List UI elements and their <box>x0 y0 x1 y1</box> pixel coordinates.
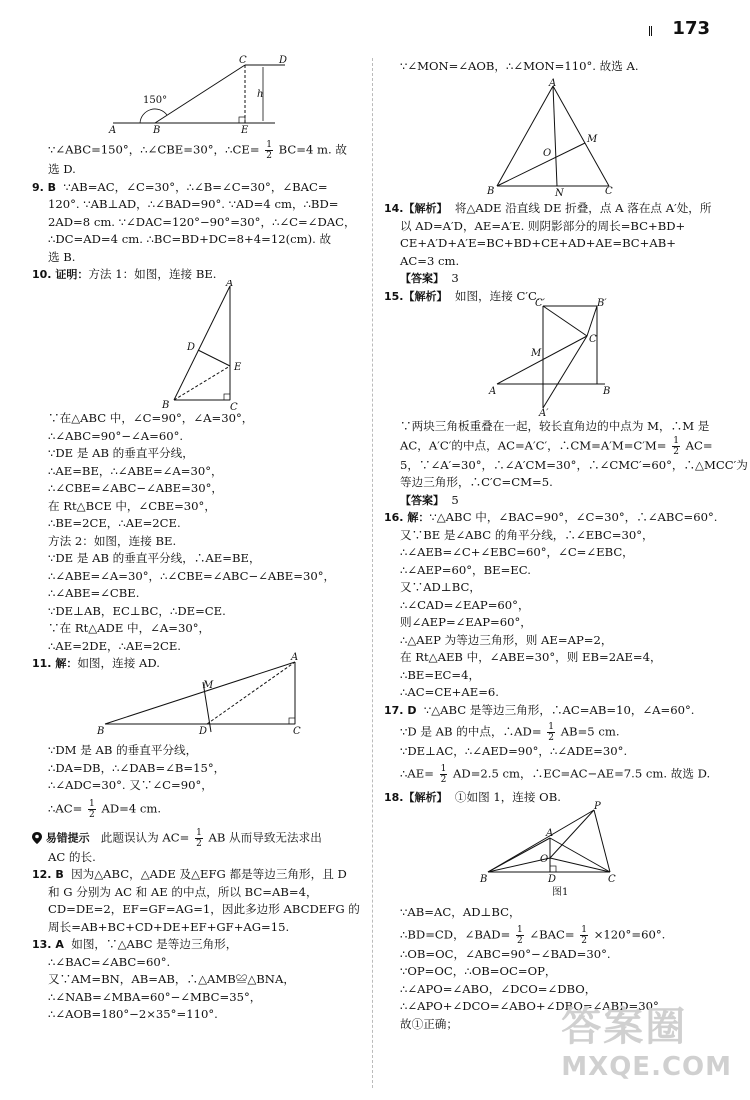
text-line: 故①正确； <box>400 1016 458 1031</box>
fig10-label-C: C <box>230 402 238 410</box>
fig15-label-B: B <box>603 386 611 397</box>
text-line: ∴∠ABE=∠A=30°，∴∠CBE=∠ABC−∠ABE=30°， <box>48 568 336 583</box>
fig15-label-C: C <box>589 334 597 345</box>
text-line: ∴∠BAC=∠ABC=60°. <box>48 954 171 969</box>
figure-problem-11 <box>95 652 310 737</box>
fig13-label-N: N <box>555 188 564 198</box>
text-line: BC=4 m. 故 <box>278 142 347 157</box>
fig1-label-E: E <box>241 125 249 135</box>
text-line: 方法 1：如图，连接 BE. <box>88 267 217 281</box>
problem-number: 14.【解析】 <box>384 202 448 215</box>
fig11-label-A: A <box>291 652 299 663</box>
watermark <box>561 995 732 1082</box>
text-line: ∠BAC= <box>529 927 575 941</box>
fig13-label-O: O <box>543 148 552 159</box>
problem-number: 15.【解析】 <box>384 289 448 303</box>
fig15-label-A: A <box>489 386 497 397</box>
text-line: ∴△AEP 为等边三角形，则 AE=AP=2， <box>400 632 613 647</box>
text-line: ∵AB=AC，∠C=30°，∴∠B=∠C=30°，∠BAC= <box>63 179 328 194</box>
text-line: ∵DE 是 AB 的垂直平分线， <box>48 446 194 460</box>
text-line: 则∠AEP=∠EAP=60°， <box>400 615 532 629</box>
figure-problem-15 <box>485 298 620 416</box>
text-line: AC 的长. <box>48 849 96 864</box>
text-line: ∵在△ABC 中，∠C=90°，∠A=30°， <box>48 411 254 425</box>
text-line: ∵DM 是 AB 的垂直平分线， <box>48 743 198 757</box>
fig13-label-M: M <box>587 134 598 145</box>
problem-number: 18.【解析】 <box>384 790 448 804</box>
text-line: AD=4 cm. <box>101 801 162 815</box>
text-line: 以 AD=A′D，AE=A′E. 则阴影部分的周长=BC+BD+ <box>400 218 686 233</box>
text-line: ∴OB=OC，∠ABC=90°−∠BAD=30°. <box>400 946 611 961</box>
fig1-label-A: A <box>109 125 117 135</box>
column-divider <box>372 58 374 1088</box>
text-line: ∴∠ADC=30°. 又∵∠C=90°， <box>48 778 213 792</box>
fraction: $\frac{1}{2}$ <box>581 924 588 946</box>
text-line: CE+A′D+A′E=BC+BD+CE+AD+AE=BC+AB+ <box>400 236 677 250</box>
text-line: ∴∠APO+∠DCO=∠ABO+∠DBO=∠ABD=30°. <box>400 999 663 1013</box>
text-line: 又∵BE 是∠ABC 的角平分线，∴∠EBC=30°， <box>400 527 654 542</box>
answer-value: 3 <box>451 271 459 285</box>
text-line: 周长=AB+BC+CD+DE+EF+GF+AG=15. <box>48 919 290 934</box>
fraction: $\frac{1}{2}$ <box>548 722 554 743</box>
fig11-label-M: M <box>203 680 214 691</box>
text-line: ∵DE⊥AB，EC⊥BC，∴DE=CE. <box>48 603 226 618</box>
text-line: 方法 2：如图，连接 BE. <box>48 533 177 548</box>
problem-number: 10. 证明： <box>32 268 89 281</box>
answer-label: 【答案】 <box>400 272 444 285</box>
page-marker-icon <box>649 26 658 36</box>
problem-number: 12. B <box>32 868 64 881</box>
text-line: ∴BE=2CE，∴AE=2CE. <box>48 516 181 530</box>
text-line: AC=3 cm. <box>400 253 460 268</box>
text-line: ∴AC=CE+AE=6. <box>400 685 499 699</box>
text-line: CD=DE=2，EF=GF=AG=1，因此多边形 ABCDEFG 的 <box>48 902 360 916</box>
text-line: ∴BE=EC=4， <box>400 667 481 682</box>
fig15-label-Ap: A′ <box>539 408 549 416</box>
text-line: 等边三角形，∴C′C=CM=5. <box>400 475 553 489</box>
figure-problem-18 <box>478 800 628 900</box>
text-line: 在 Rt△BCE 中，∠CBE=30°， <box>48 498 216 513</box>
problem-number: 11. 解： <box>32 657 78 670</box>
text-line: 因为△ABC，△ADE 及△EFG 都是等边三角形，且 D <box>71 867 347 881</box>
fig1-label-h: h <box>257 89 264 100</box>
text-line: 又∵AM=BN，AB=AB，∴△AMB≌△BNA， <box>48 972 295 986</box>
fraction: $\frac{1}{2}$ <box>89 798 95 820</box>
watermark-line-1: 答案圈 <box>561 1004 688 1050</box>
figure-problem-10 <box>160 280 260 410</box>
text-line: ∵DE 是 AB 的垂直平分线，∴AE=BE， <box>48 551 261 565</box>
text-line: ∵∠MON=∠AOB，∴∠MON=110°. 故选 A. <box>400 59 639 73</box>
text-line: 将△ADE 沿直线 DE 折叠，点 A 落在点 A′处，所 <box>454 201 712 215</box>
answer-label: 【答案】 <box>400 493 444 507</box>
text-line: ∴∠NAB=∠MBA=60°−∠MBC=35°， <box>48 989 262 1004</box>
right-column-mid <box>384 418 748 806</box>
text-line: ∵在 Rt△ADE 中，∠A=30°， <box>48 621 211 635</box>
fig10-label-A: A <box>226 280 234 289</box>
text-line: ∵D 是 AB 的中点，∴AD= <box>400 724 542 739</box>
text-line: ∴AE= <box>400 766 434 780</box>
text-line: ∴AE=BE，∴∠ABE=∠A=30°， <box>48 463 223 478</box>
text-line: ①如图 1，连接 OB. <box>454 789 561 804</box>
text-line: ∴DC=AD=4 cm. ∴BC=BD+DC=8+4=12(cm). 故 <box>48 232 332 246</box>
fig18-label-O: O <box>540 854 549 865</box>
fig1-label-B: B <box>153 125 161 135</box>
text-line: 又∵AD⊥BC， <box>400 580 481 594</box>
fig10-label-D: D <box>187 342 196 353</box>
text-line: 此题误认为 AC= <box>100 830 190 844</box>
text-line: 如图，连接 C′C. <box>454 288 541 303</box>
figure-slope <box>105 55 295 135</box>
problem-number: 16. 解： <box>384 511 430 524</box>
fig10-label-B: B <box>162 400 170 410</box>
text-line: AC，A′C′的中点，AC=A′C′，∴CM=A′M=C′M= <box>400 438 667 452</box>
fraction: $\frac{1}{2}$ <box>440 763 447 785</box>
fig11-label-D: D <box>199 726 208 737</box>
fig18-label-C: C <box>608 874 616 885</box>
fig1-label-C: C <box>239 55 247 66</box>
text-line: ∴∠ABE=∠CBE. <box>48 586 140 600</box>
text-line: ∴BD=CD，∠BAD= <box>400 927 511 941</box>
problem-number: 9. B <box>32 180 57 194</box>
fraction: $\frac{1}{2}$ <box>266 140 272 161</box>
fig15-label-M: M <box>531 348 542 359</box>
left-column-mid <box>32 410 368 673</box>
right-column-p14 <box>384 200 720 305</box>
fig18-caption: 图1 <box>552 887 569 898</box>
problem-number: 17. D <box>384 703 417 717</box>
fig1-label-angle: 150° <box>143 95 168 106</box>
text-line: 如图，∵△ABC 是等边三角形， <box>71 937 238 951</box>
text-line: 选 D. <box>48 162 76 176</box>
problem-number: 13. A <box>32 938 64 951</box>
fig18-label-A: A <box>546 828 554 839</box>
text-line: ∴∠AEP=60°，BE=EC. <box>400 562 531 577</box>
fig10-label-E: E <box>234 362 242 373</box>
text-line: AB 从而导致无法求出 <box>208 830 322 844</box>
text-line: 选 B. <box>48 249 76 264</box>
tip-label: 易错提示 <box>45 831 90 844</box>
text-line: 5，∵∠A′=30°，∴∠A′CM=30°，∴∠CMC′=60°，∴△MCC′为 <box>400 457 748 472</box>
page-number: 173 <box>672 18 710 39</box>
text-line: ∴DA=DB，∴∠DAB=∠B=15°， <box>48 760 226 775</box>
fig1-label-D: D <box>279 55 288 66</box>
text-line: ∴∠CAD=∠EAP=60°， <box>400 597 530 612</box>
text-line: 2AD=8 cm. ∵∠DAC=120°−90°=30°，∴∠C=∠DAC， <box>48 214 356 229</box>
text-line: ∴∠ABC=90°−∠A=60°. <box>48 428 184 443</box>
left-column-bottom <box>32 742 368 1024</box>
text-line: ∴∠AEB=∠C+∠EBC=60°，∠C=∠EBC， <box>400 545 634 559</box>
text-line: ∵DE⊥AC，∴∠AED=90°，∴∠ADE=30°. <box>400 744 628 758</box>
figure-problem-13 <box>485 78 625 198</box>
text-line: ∴∠CBE=∠ABC−∠ABE=30°， <box>48 481 223 495</box>
text-line: AB=5 cm. <box>560 724 620 739</box>
text-line: AC= <box>685 438 713 452</box>
fig15-label-Bp: B′ <box>597 298 607 309</box>
fig11-label-C: C <box>293 726 301 737</box>
text-line: 如图，连接 AD. <box>77 656 160 670</box>
text-line: 120°. ∵AB⊥AD，∴∠BAD=90°. ∵AD=4 cm，∴BD= <box>48 197 339 211</box>
watermark-line-2: MXQE.COM <box>561 1052 732 1082</box>
fig18-label-D: D <box>548 874 557 885</box>
text-line: ∴∠AOB=180°−2×35°=110°. <box>48 1007 218 1021</box>
text-line: 和 G 分别为 AC 和 AE 的中点，所以 BC=AB=4， <box>48 884 318 899</box>
fig13-label-B: B <box>487 186 495 197</box>
fraction: $\frac{1}{2}$ <box>673 435 679 457</box>
location-pin-icon <box>32 832 42 844</box>
fig13-label-C: C <box>605 186 613 197</box>
text-line: ×120°=60°. <box>593 927 666 941</box>
fraction: $\frac{1}{2}$ <box>196 827 202 849</box>
text-line: ∵AB=AC，AD⊥BC， <box>400 905 521 919</box>
text-line: ∴AE=2DE，∴AE=2CE. <box>48 638 181 653</box>
text-line: AD=2.5 cm，∴EC=AC−AE=7.5 cm. 故选 D. <box>453 766 711 780</box>
text-line: ∵△ABC 是等边三角形，∴AC=AB=10，∠A=60°. <box>423 702 695 717</box>
fig11-label-B: B <box>97 726 105 737</box>
fig15-label-Cp: C′ <box>535 298 545 309</box>
fig18-label-B: B <box>480 874 488 885</box>
text-line: ∵OP=OC，∴OB=OC=OP， <box>400 964 557 978</box>
text-line: ∵两块三角板重叠在一起，较长直角边的中点为 M，∴M 是 <box>400 419 710 433</box>
fig13-label-A: A <box>549 78 557 89</box>
right-column-top <box>400 58 720 76</box>
text-line: ∵∠ABC=150°，∴∠CBE=30°，∴CE= <box>48 142 260 157</box>
answer-value: 5 <box>451 492 459 507</box>
text-line: ∵△ABC 中，∠BAC=90°，∠C=30°，∴∠ABC=60°. <box>429 510 718 524</box>
text-line: 在 Rt△AEB 中，∠ABE=30°，则 EB=2AE=4， <box>400 650 662 664</box>
fig18-label-P: P <box>594 801 601 812</box>
text-line: ∴∠APO=∠ABO，∠DCO=∠DBO， <box>400 981 597 996</box>
left-column-top <box>32 140 368 284</box>
fraction: $\frac{1}{2}$ <box>516 924 523 946</box>
text-line: ∴AC= <box>48 801 83 815</box>
